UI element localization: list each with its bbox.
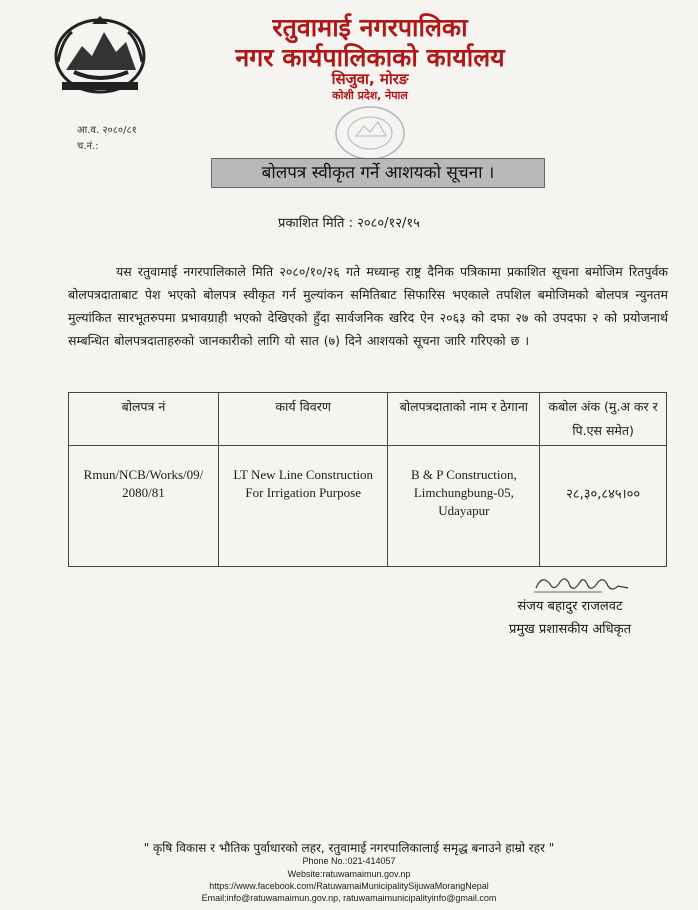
footer-email: Email:info@ratuwamaimun.gov.np, ratuwamaimunicipalityinfo@gmail.com (201, 893, 497, 903)
nepal-emblem-icon (52, 10, 148, 96)
footer-facebook: https://www.facebook.com/RatuwamaiMunicipalitySijuwaMorangNepal (209, 881, 489, 891)
footer-slogan: " कृषि विकास र भौतिक पुर्वाधारको लहर, रतुवामाई नगरपालिकालाई समृद्ध बनाउने हाम्रो रहर " (143, 841, 555, 855)
table-row (69, 446, 667, 567)
office-seal-stamp (328, 102, 412, 164)
cell-work-description: LT New Line Construction For Irrigation Purpose (218, 446, 388, 567)
signatory-title: प्रमुख प्रशासकीय अधिकृत (508, 622, 632, 637)
signatory-name: संजय बहादुर राजलवट (517, 599, 623, 614)
table-header-row (69, 393, 667, 446)
municipality-name: रतुवामाई नगरपालिका (272, 13, 468, 42)
published-date: प्रकाशित मिति : २०८०/१२/१५ (278, 216, 420, 231)
cell-bidder: B & P Construction, Limchungbung-05, Udayapur (388, 446, 540, 567)
header-bidder-name-address: बोलपत्रदाताको नाम र ठेगाना (388, 393, 540, 446)
office-name: नगर कार्यपालिकाको कार्यालय (235, 43, 505, 72)
cell-bid-no: Rmun/NCB/Works/09/ 2080/81 (69, 446, 219, 567)
office-location: सिजुवा, मोरङ (331, 70, 409, 88)
footer-website: Website:ratuwamaimun.gov.np (287, 869, 411, 879)
footer-phone: Phone No.:021-414057 (302, 856, 396, 866)
header-bid-amount: कबोल अंक (मु.अ कर र पि.एस समेत) (540, 393, 667, 446)
cell-amount: २८,३०,८४५।०० (540, 446, 667, 567)
bid-table (68, 392, 667, 567)
dispatch-number: च.नं.: (77, 141, 99, 152)
handwritten-signature (532, 570, 632, 598)
header-bid-no: बोलपत्र नं (69, 393, 219, 446)
notice-body: यस रतुवामाई नगरपालिकाले मिति २०८०/१०/२६ गते मध्यान्ह राष्ट्र दैनिक पत्रिकामा प्रकाशित सूचना बमोजिम रितपुर्वक बोलपत्रदाताबाट पेश भएको बोलपत्र स्वीकृत गर्न मुल्यांकन समितिबाट सिफारिस भएकाले तपशिल बमोजिमको बोलपत्र न्युनतम मुल्यांकित सारभूतरुपमा प्रभावग्राही भएको देखिएको हुँदा सार्वजनिक खरिद ऐन २०६३ को दफा २७ को उपदफा २ को प्रयोजनार्थ सम्बन्धित बोलपत्रदाताहरुको जानकारीको लागि यो सात (७) दिने आशयको सूचना जारि गरिएको छ । (68, 264, 668, 348)
header-work-description: कार्य विवरण (218, 393, 388, 446)
notice-title: बोलपत्र स्वीकृत गर्ने आशयको सूचना । (211, 158, 545, 188)
fiscal-year: आ.व. २०८०/८१ (77, 125, 137, 136)
province-name: कोशी प्रदेश, नेपाल (332, 89, 408, 102)
